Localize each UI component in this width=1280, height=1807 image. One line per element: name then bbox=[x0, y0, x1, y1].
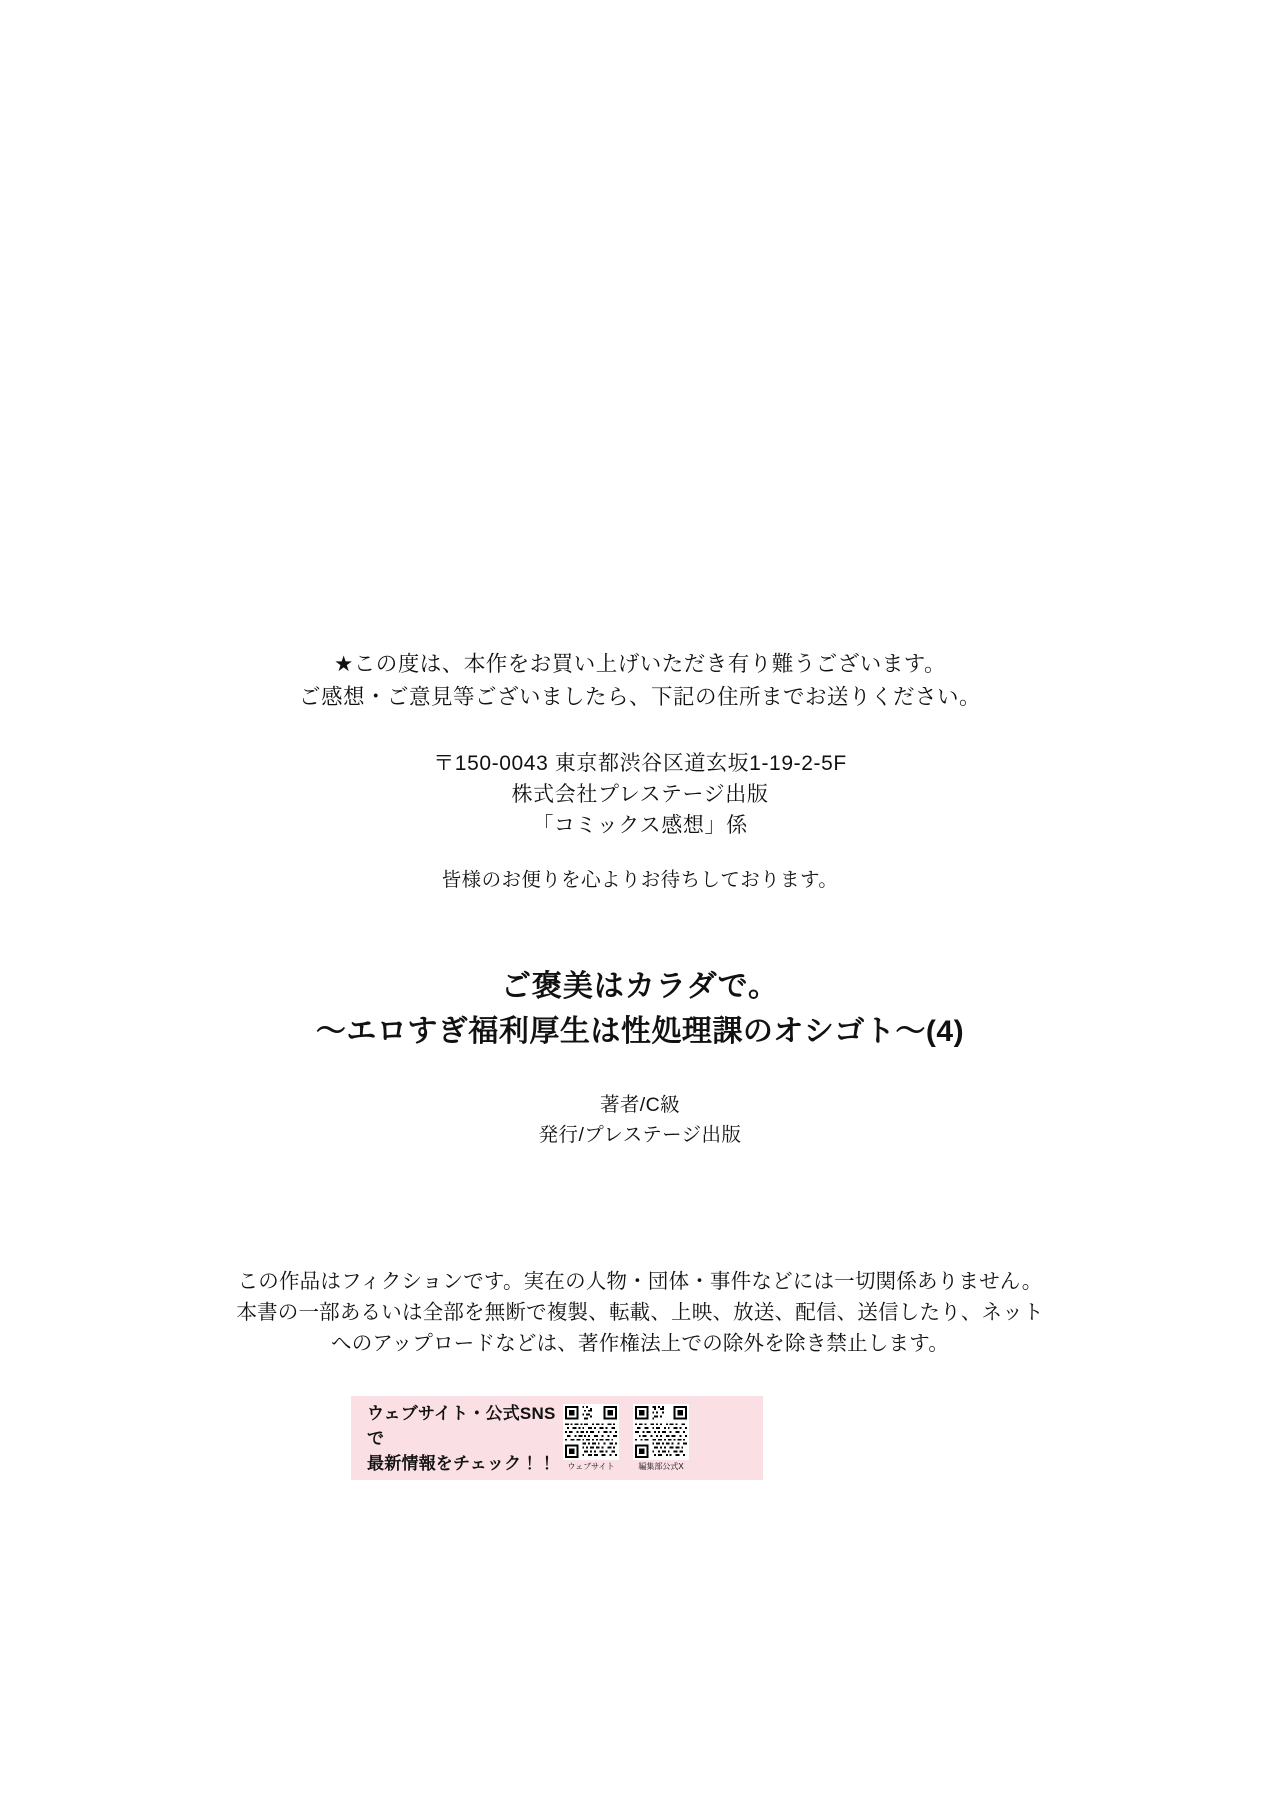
promo-text bbox=[367, 1401, 563, 1476]
address-block bbox=[0, 748, 1280, 841]
credits-block bbox=[0, 1090, 1280, 1150]
qr-item-editorial-x[interactable] bbox=[633, 1404, 689, 1472]
greeting-line-2: ご感想・ご意見等ございましたら、下記の住所までお送りください。 bbox=[298, 685, 981, 709]
greeting-block bbox=[0, 648, 1280, 714]
address-company-line: 株式会社プレステージ出版 bbox=[511, 783, 769, 806]
author-credit: 著者/C級 bbox=[599, 1094, 680, 1116]
legal-line-1: この作品はフィクションです。実在の人物・団体・事件などには一切関係ありません。 bbox=[237, 1270, 1043, 1293]
promo-banner bbox=[351, 1396, 763, 1480]
qr-item-website[interactable] bbox=[563, 1404, 619, 1472]
qr-code-group bbox=[563, 1404, 689, 1472]
publisher-credit: 発行/プレステージ出版 bbox=[538, 1124, 742, 1146]
promo-line-1: ウェブサイト・公式SNSで bbox=[367, 1403, 556, 1448]
work-subtitle: 〜エロすぎ福利厚生は性処理課のオシゴト〜(4) bbox=[315, 1015, 965, 1048]
address-postal-line: 〒150-0043 東京都渋谷区道玄坂1-19-2-5F bbox=[433, 752, 847, 775]
colophon-title-block bbox=[0, 965, 1280, 1055]
qr-code-icon[interactable] bbox=[633, 1404, 689, 1460]
legal-line-2: 本書の一部あるいは全部を無断で複製、転載、上映、放送、配信、送信したり、ネット bbox=[236, 1301, 1044, 1324]
qr-caption-editorial-x: 編集部公式X bbox=[638, 1462, 684, 1471]
work-title: ご褒美はカラダで。 bbox=[500, 970, 780, 1003]
promo-line-2: 最新情報をチェック！！ bbox=[367, 1453, 556, 1473]
greeting-line-1: ★この度は、本作をお買い上げいただき有り難うございます。 bbox=[333, 652, 947, 676]
qr-caption-website: ウェブサイト bbox=[567, 1462, 615, 1471]
closing-message: 皆様のお便りを心よりお待ちしております。 bbox=[441, 869, 839, 891]
legal-line-3: へのアップロードなどは、著作権法上での除外を除き禁止します。 bbox=[331, 1332, 949, 1355]
qr-code-icon[interactable] bbox=[563, 1404, 619, 1460]
legal-notice-block bbox=[0, 1266, 1280, 1359]
address-department-line: 「コミックス感想」係 bbox=[532, 814, 748, 837]
